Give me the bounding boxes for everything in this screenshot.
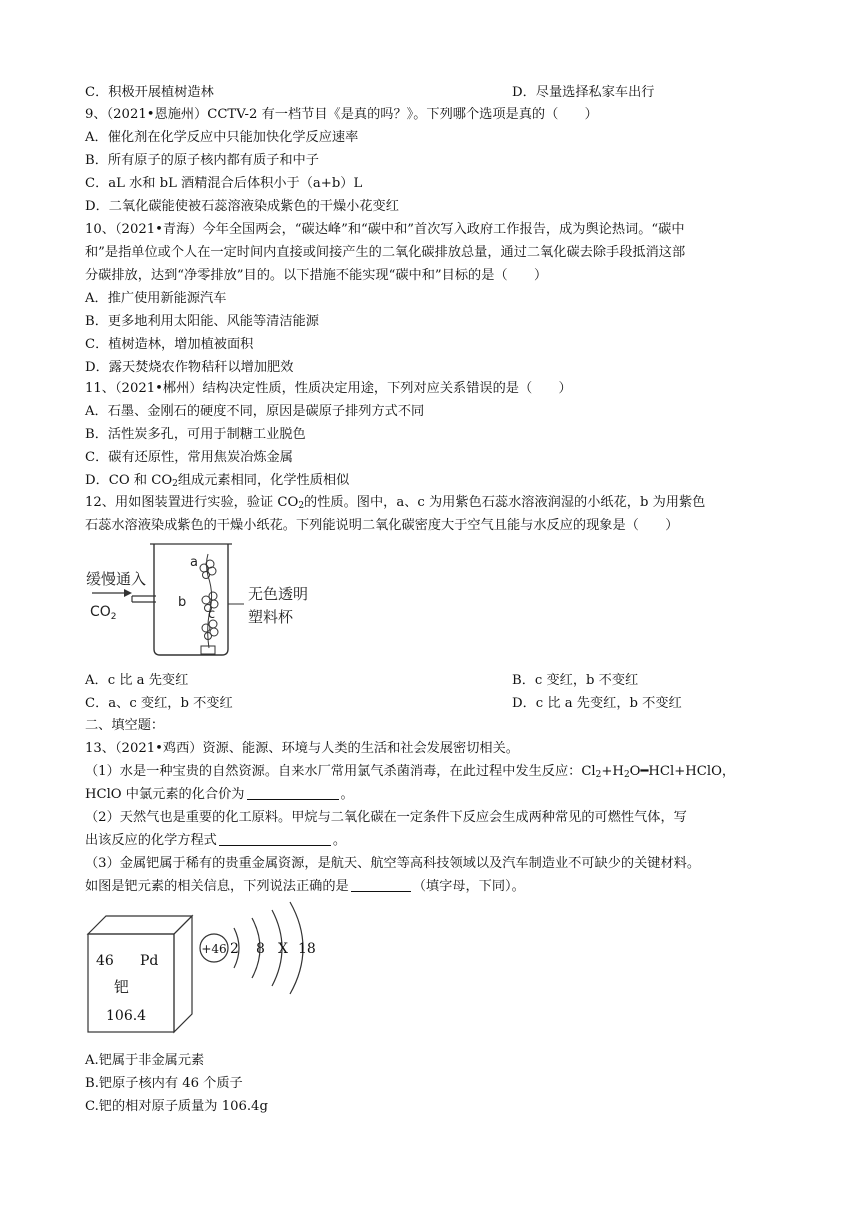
q9-option-a: A．催化剂在化学反应中只能加快化学反应速率 bbox=[85, 130, 359, 145]
answer-blank-3[interactable] bbox=[351, 878, 411, 892]
element-name: 钯 bbox=[114, 978, 130, 996]
flower-c bbox=[202, 620, 218, 640]
question-12-line-2: 石蕊水溶液染成紫色的干燥小纸花。下列能说明二氧化碳密度大于空气且能与水反应的现象是（ ） bbox=[85, 518, 679, 533]
q10-option-b: B．更多地利用太阳能、风能等清洁能源 bbox=[85, 314, 319, 329]
shell-3-count: X bbox=[278, 941, 288, 957]
q10-option-c: C．植树造林，增加植被面积 bbox=[85, 337, 254, 352]
question-9: 9、（2021•恩施州）CCTV-2 有一档节目《是真的吗？》。下列哪个选项是真的（ ） bbox=[85, 107, 598, 122]
q11-option-c: C．碳有还原性，常用焦炭冶炼金属 bbox=[85, 450, 293, 465]
q12-option-b: B．c 变红，b 不变红 bbox=[512, 673, 639, 688]
q13-part-1-line-1: （1）水是一种宝贵的自然资源。自来水厂常用氯气杀菌消毒，在此过程中发生反应：$Cl_2+H_2O━HCl+HClO$， bbox=[85, 764, 736, 780]
question-10-line-1: 10、（2021•青海）今年全国两会，“碳达峰”和“碳中和”首次写入政府工作报告，成为舆论热词。“碳中 bbox=[85, 222, 685, 237]
q13-option-b: B.钯原子核内有 46 个质子 bbox=[85, 1076, 243, 1091]
option-d-line: D．尽量选择私家车出行 bbox=[512, 85, 655, 100]
q13-part-3-line-1: （3）金属钯属于稀有的贵重金属资源，是航天、航空等高科技领域以及汽车制造业不可缺少的关键材料。 bbox=[85, 856, 701, 871]
q13-part-2-line-1: （2）天然气也是重要的化工原料。甲烷与二氧化碳在一定条件下反应会生成两种常见的可燃性气体，写 bbox=[85, 810, 687, 825]
q13-option-a: A.钯属于非金属元素 bbox=[85, 1053, 205, 1068]
q9-option-c: C．aL 水和 bL 酒精混合后体积小于（a+b）L bbox=[85, 176, 363, 191]
q11-option-a: A．石墨、金刚石的硬度不同，原因是碳原子排列方式不同 bbox=[85, 404, 425, 419]
flower-a-label: a bbox=[190, 555, 198, 570]
q13-option-c: C.钯的相对原子质量为 106.4g bbox=[85, 1099, 268, 1114]
nucleus-charge: +46 bbox=[201, 942, 227, 956]
element-symbol: Pd bbox=[140, 953, 159, 969]
q13-part-2-line-2: 出该反应的化学方程式 。 bbox=[85, 833, 347, 848]
flower-c-label: c bbox=[208, 607, 216, 622]
element-mass: 106.4 bbox=[106, 1008, 147, 1024]
shell-1-count: 2 bbox=[230, 941, 239, 957]
cup-label-line-1: 无色透明 bbox=[248, 585, 309, 603]
q13-part-1-line-2: HClO 中氯元素的化合价为 。 bbox=[85, 787, 354, 802]
q9-option-b: B．所有原子的原子核内都有质子和中子 bbox=[85, 153, 319, 168]
cup-label-line-2: 塑料杯 bbox=[248, 608, 294, 626]
question-11: 11、（2021•郴州）结构决定性质，性质决定用途，下列对应关系错误的是（ ） bbox=[85, 381, 572, 396]
q10-option-d: D．露天焚烧农作物秸秆以增加肥效 bbox=[85, 360, 294, 375]
gas-label: $CO_2$ bbox=[90, 604, 117, 622]
co2-apparatus-figure bbox=[84, 538, 344, 662]
q12-option-c: C．a、c 变红，b 不变红 bbox=[85, 696, 233, 711]
element-atomic-number: 46 bbox=[96, 953, 114, 969]
q11-option-d: D．CO 和 $CO_2$组成元素相同，化学性质相似 bbox=[85, 473, 350, 489]
option-c-line: C．积极开展植树造林 bbox=[85, 85, 214, 100]
shell-4-count: 18 bbox=[298, 941, 316, 957]
flower-b-label: b bbox=[178, 595, 187, 610]
answer-blank-1[interactable] bbox=[247, 786, 339, 800]
q11-option-b: B．活性炭多孔，可用于制糖工业脱色 bbox=[85, 427, 306, 442]
question-10-line-3: 分碳排放，达到“净零排放”目的。以下措施不能实现“碳中和”目标的是（ ） bbox=[85, 268, 548, 283]
q9-option-d: D．二氧化碳能使被石蕊溶液染成紫色的干燥小花变红 bbox=[85, 199, 399, 214]
shell-2-count: 8 bbox=[256, 941, 265, 957]
question-13: 13、（2021•鸡西）资源、能源、环境与人类的生活和社会发展密切相关。 bbox=[85, 741, 519, 756]
question-12-line-1: 12、用如图装置进行实验，验证 $CO_2$的性质。图中，a、c 为用紫色石蕊水溶液润湿的小纸花，b 为用紫色 bbox=[85, 495, 706, 511]
q12-option-d: D．c 比 a 先变红，b 不变红 bbox=[512, 696, 682, 711]
q13-part-3-line-2: 如图是钯元素的相关信息，下列说法正确的是 （填字母，下同）。 bbox=[85, 879, 525, 894]
inlet-label: 缓慢通入 bbox=[86, 570, 147, 588]
q12-option-a: A．c 比 a 先变红 bbox=[85, 673, 189, 688]
question-10-line-2: 和”是指单位或个人在一定时间内直接或间接产生的二氧化碳排放总量，通过二氧化碳去除手段抵消这部 bbox=[85, 245, 686, 260]
section-2-heading: 二、填空题： bbox=[85, 718, 165, 733]
palladium-figure bbox=[84, 898, 334, 1036]
q10-option-a: A．推广使用新能源汽车 bbox=[85, 291, 227, 306]
answer-blank-2[interactable] bbox=[219, 832, 331, 846]
